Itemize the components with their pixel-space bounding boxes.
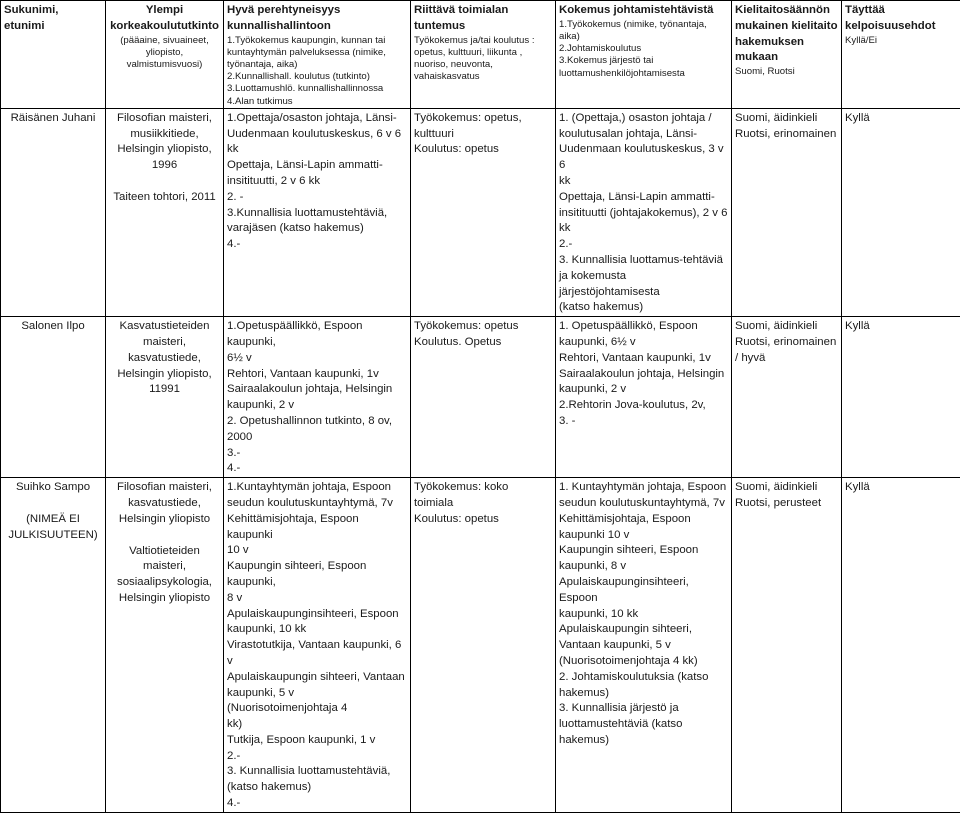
text-line: maisteri, bbox=[109, 559, 220, 575]
text-line: Kaupungin sihteeri, Espoon bbox=[559, 543, 728, 559]
column-header-note: (pääaine, sivuaineet, yliopisto, bbox=[109, 35, 220, 59]
column-header-note: 4.Alan tutkimus bbox=[227, 96, 407, 108]
text-line: toimiala bbox=[414, 496, 552, 512]
text-line: Ruotsi, erinomainen bbox=[735, 127, 838, 143]
text-line: 2.- bbox=[227, 749, 407, 765]
column-header-note: 3.Kokemus järjestö tai luottamushenkilöjohtamisesta bbox=[559, 55, 728, 79]
text-line: Koulutus. Opetus bbox=[414, 335, 552, 351]
text-line: Valtiotieteiden bbox=[109, 544, 220, 560]
text-line: Suomi, äidinkieli bbox=[735, 480, 838, 496]
text-line: 3. - bbox=[559, 414, 728, 430]
admin-experience-cell bbox=[224, 108, 411, 316]
applicant-name bbox=[1, 108, 106, 316]
text-line: 1. (Opettaja,) osaston johtaja / bbox=[559, 111, 728, 127]
text-line: Opettaja, Länsi-Lapin ammatti- bbox=[559, 190, 728, 206]
field-knowledge-cell bbox=[411, 108, 556, 316]
text-line: Koulutus: opetus bbox=[414, 512, 552, 528]
text-line: Kasvatustieteiden bbox=[109, 319, 220, 335]
text-line: Kehittämisjohtaja, Espoon bbox=[559, 512, 728, 528]
column-header-title: Kokemus johtamistehtävistä bbox=[559, 3, 728, 19]
eligibility-cell bbox=[842, 317, 960, 478]
field-knowledge-cell bbox=[411, 317, 556, 478]
language-cell bbox=[732, 108, 842, 316]
degree-cell bbox=[106, 317, 224, 478]
text-line: Helsingin yliopisto bbox=[109, 591, 220, 607]
text-line: kaupunki, 8 v bbox=[559, 559, 728, 575]
text-line: musiikkitiede, bbox=[109, 127, 220, 143]
text-line: luottamustehtäviä (katso bbox=[559, 717, 728, 733]
text-line: 1.Opettaja/osaston johtaja, Länsi- bbox=[227, 111, 407, 127]
applicant-name bbox=[1, 317, 106, 478]
table-row bbox=[1, 317, 960, 478]
text-line: / hyvä bbox=[735, 351, 838, 367]
text-line: Salonen Ilpo bbox=[4, 319, 102, 335]
text-line: Suihko Sampo bbox=[4, 480, 102, 496]
text-line: 4.- bbox=[227, 237, 407, 253]
text-line: kaupunki, 2 v bbox=[227, 398, 407, 414]
text-line: (katso hakemus) bbox=[227, 780, 407, 796]
text-line: maisteri, bbox=[109, 335, 220, 351]
text-line: kasvatustiede, bbox=[109, 496, 220, 512]
text-line: kk) bbox=[227, 717, 407, 733]
text-line: Kyllä bbox=[845, 319, 957, 335]
text-line: Kehittämisjohtaja, Espoon kaupunki bbox=[227, 512, 407, 544]
text-line: 1996 bbox=[109, 158, 220, 174]
text-line: Uudenmaan koulutuskeskus, 3 v 6 bbox=[559, 142, 728, 174]
text-line: insitituutti (johtajakokemus), 2 v 6 bbox=[559, 206, 728, 222]
text-line: Apulaiskaupunginsihteeri, Espoon bbox=[559, 575, 728, 607]
column-header-title: Hyvä perehtyneisyys kunnallishallintoon bbox=[227, 3, 407, 35]
degree-cell bbox=[106, 478, 224, 813]
text-line: Kaupungin sihteeri, Espoon kaupunki, bbox=[227, 559, 407, 591]
applicant-name bbox=[1, 478, 106, 813]
text-line: Filosofian maisteri, bbox=[109, 480, 220, 496]
text-line: 2. Opetushallinnon tutkinto, 8 ov, bbox=[227, 414, 407, 430]
column-header-note: valmistumisvuosi) bbox=[109, 59, 220, 71]
text-line: (NIMEÄ EI bbox=[4, 512, 102, 528]
column-header-title: Kielitaitosäännön mukainen kielitaito hakemuksen mukaan bbox=[735, 3, 838, 66]
column-header-note: Suomi, Ruotsi bbox=[735, 66, 838, 78]
text-line: kasvatustiede, bbox=[109, 351, 220, 367]
text-line: (Nuorisotoimenjohtaja 4 kk) bbox=[559, 654, 728, 670]
text-line: 3. Kunnallisia luottamustehtäviä, bbox=[227, 764, 407, 780]
column-header-note: 1.Työkokemus kaupungin, kunnan tai kuntayhtymän palveluksessa (nimike, työnantaja, aika) bbox=[227, 35, 407, 72]
language-cell bbox=[732, 478, 842, 813]
text-line: 3.Kunnallisia luottamustehtäviä, bbox=[227, 206, 407, 222]
text-line: Vantaan kaupunki, 5 v bbox=[559, 638, 728, 654]
text-line: 8 v bbox=[227, 591, 407, 607]
text-line: Helsingin yliopisto bbox=[109, 512, 220, 528]
text-line: Apulaiskaupungin sihteeri, Vantaan bbox=[227, 670, 407, 686]
text-line: Kyllä bbox=[845, 480, 957, 496]
text-line: varajäsen (katso hakemus) bbox=[227, 221, 407, 237]
text-line: Suomi, äidinkieli bbox=[735, 319, 838, 335]
text-line: kulttuuri bbox=[414, 127, 552, 143]
text-line: Rehtori, Vantaan kaupunki, 1v bbox=[227, 367, 407, 383]
text-line: Helsingin yliopisto, bbox=[109, 142, 220, 158]
text-line: kaupunki, 10 kk bbox=[559, 607, 728, 623]
table-row bbox=[1, 108, 960, 316]
text-line: 1. Kuntayhtymän johtaja, Espoon bbox=[559, 480, 728, 496]
text-line: 4.- bbox=[227, 796, 407, 812]
header-row bbox=[1, 1, 960, 109]
text-line: (katso hakemus) bbox=[559, 300, 728, 316]
column-header bbox=[732, 1, 842, 109]
column-header-note: vahaiskasvatus bbox=[414, 71, 552, 83]
column-header bbox=[106, 1, 224, 109]
text-line: Uudenmaan koulutuskeskus, 6 v 6 kk bbox=[227, 127, 407, 159]
column-header-title: Sukunimi, etunimi bbox=[4, 3, 102, 35]
column-header-title: Ylempi korkeakoulututkinto bbox=[109, 3, 220, 35]
text-line: Apulaiskaupungin sihteeri, bbox=[559, 622, 728, 638]
text-line bbox=[109, 528, 220, 544]
column-header-title: Riittävä toimialan tuntemus bbox=[414, 3, 552, 35]
text-line: Apulaiskaupunginsihteeri, Espoon bbox=[227, 607, 407, 623]
text-line bbox=[4, 496, 102, 512]
text-line: Helsingin yliopisto, bbox=[109, 367, 220, 383]
text-line: koulutusalan johtaja, Länsi- bbox=[559, 127, 728, 143]
text-line: kaupunki, 10 kk bbox=[227, 622, 407, 638]
column-header-note: 3.Luottamushlö. kunnallishallinnossa bbox=[227, 83, 407, 95]
column-header-note: Kyllä/Ei bbox=[845, 35, 957, 47]
text-line: Ruotsi, erinomainen bbox=[735, 335, 838, 351]
text-line: Taiteen tohtori, 2011 bbox=[109, 190, 220, 206]
text-line: Opettaja, Länsi-Lapin ammatti- bbox=[227, 158, 407, 174]
text-line: Sairaalakoulun johtaja, Helsingin bbox=[227, 382, 407, 398]
text-line: 11991 bbox=[109, 382, 220, 398]
text-line: 2000 bbox=[227, 430, 407, 446]
language-cell bbox=[732, 317, 842, 478]
text-line: hakemus) bbox=[559, 686, 728, 702]
column-header bbox=[224, 1, 411, 109]
text-line: 3. Kunnallisia luottamus-tehtäviä bbox=[559, 253, 728, 269]
text-line: 2.Rehtorin Jova-koulutus, 2v, bbox=[559, 398, 728, 414]
leadership-cell bbox=[556, 478, 732, 813]
text-line: seudun koulutuskuntayhtymä, 7v bbox=[227, 496, 407, 512]
text-line: Työkokemus: opetus bbox=[414, 319, 552, 335]
text-line: Sairaalakoulun johtaja, Helsingin bbox=[559, 367, 728, 383]
text-line: Virastotutkija, Vantaan kaupunki, 6 v bbox=[227, 638, 407, 670]
text-line: 6½ v bbox=[227, 351, 407, 367]
column-header bbox=[842, 1, 960, 109]
text-line: hakemus) bbox=[559, 733, 728, 749]
text-line: 1.Opetuspäällikkö, Espoon kaupunki, bbox=[227, 319, 407, 351]
admin-experience-cell bbox=[224, 317, 411, 478]
text-line: kaupunki, 6½ v bbox=[559, 335, 728, 351]
text-line: Räisänen Juhani bbox=[4, 111, 102, 127]
text-line: 10 v bbox=[227, 543, 407, 559]
text-line: 2. - bbox=[227, 190, 407, 206]
field-knowledge-cell bbox=[411, 478, 556, 813]
text-line: Rehtori, Vantaan kaupunki, 1v bbox=[559, 351, 728, 367]
text-line bbox=[109, 174, 220, 190]
text-line: Suomi, äidinkieli bbox=[735, 111, 838, 127]
text-line: Koulutus: opetus bbox=[414, 142, 552, 158]
column-header bbox=[556, 1, 732, 109]
column-header-title: Täyttää kelpoisuusehdot bbox=[845, 3, 957, 35]
column-header bbox=[411, 1, 556, 109]
column-header-note: nuoriso, neuvonta, bbox=[414, 59, 552, 71]
text-line: Ruotsi, perusteet bbox=[735, 496, 838, 512]
column-header-note: opetus, kulttuuri, liikunta , bbox=[414, 47, 552, 59]
text-line: 3.- bbox=[227, 446, 407, 462]
text-line: ja kokemusta järjestöjohtamisesta bbox=[559, 269, 728, 301]
text-line: kk bbox=[559, 221, 728, 237]
degree-cell bbox=[106, 108, 224, 316]
text-line: Työkokemus: koko bbox=[414, 480, 552, 496]
admin-experience-cell bbox=[224, 478, 411, 813]
text-line: 1.Kuntayhtymän johtaja, Espoon bbox=[227, 480, 407, 496]
column-header bbox=[1, 1, 106, 109]
text-line: Tutkija, Espoon kaupunki, 1 v bbox=[227, 733, 407, 749]
column-header-note: 2.Kunnallishall. koulutus (tutkinto) bbox=[227, 71, 407, 83]
text-line: 2.- bbox=[559, 237, 728, 253]
text-line: kk bbox=[559, 174, 728, 190]
leadership-cell bbox=[556, 317, 732, 478]
text-line: Kyllä bbox=[845, 111, 957, 127]
text-line: 3. Kunnallisia järjestö ja bbox=[559, 701, 728, 717]
table-row bbox=[1, 478, 960, 813]
text-line: kaupunki, 2 v bbox=[559, 382, 728, 398]
text-line: JULKISUUTEEN) bbox=[4, 528, 102, 544]
text-line: sosiaalipsykologia, bbox=[109, 575, 220, 591]
text-line: 4.- bbox=[227, 461, 407, 477]
text-line: seudun koulutuskuntayhtymä, 7v bbox=[559, 496, 728, 512]
text-line: Työkokemus: opetus, bbox=[414, 111, 552, 127]
eligibility-cell bbox=[842, 108, 960, 316]
text-line: kaupunki, 5 v (Nuorisotoimenjohtaja 4 bbox=[227, 686, 407, 718]
leadership-cell bbox=[556, 108, 732, 316]
text-line: 2. Johtamiskoulutuksia (katso bbox=[559, 670, 728, 686]
column-header-note: Työkokemus ja/tai koulutus : bbox=[414, 35, 552, 47]
column-header-note: 2.Johtamiskoulutus bbox=[559, 43, 728, 55]
eligibility-cell bbox=[842, 478, 960, 813]
text-line: kaupunki 10 v bbox=[559, 528, 728, 544]
text-line: insitituutti, 2 v 6 kk bbox=[227, 174, 407, 190]
text-line: 1. Opetuspäällikkö, Espoon bbox=[559, 319, 728, 335]
column-header-note: 1.Työkokemus (nimike, työnantaja, aika) bbox=[559, 19, 728, 43]
text-line: Filosofian maisteri, bbox=[109, 111, 220, 127]
